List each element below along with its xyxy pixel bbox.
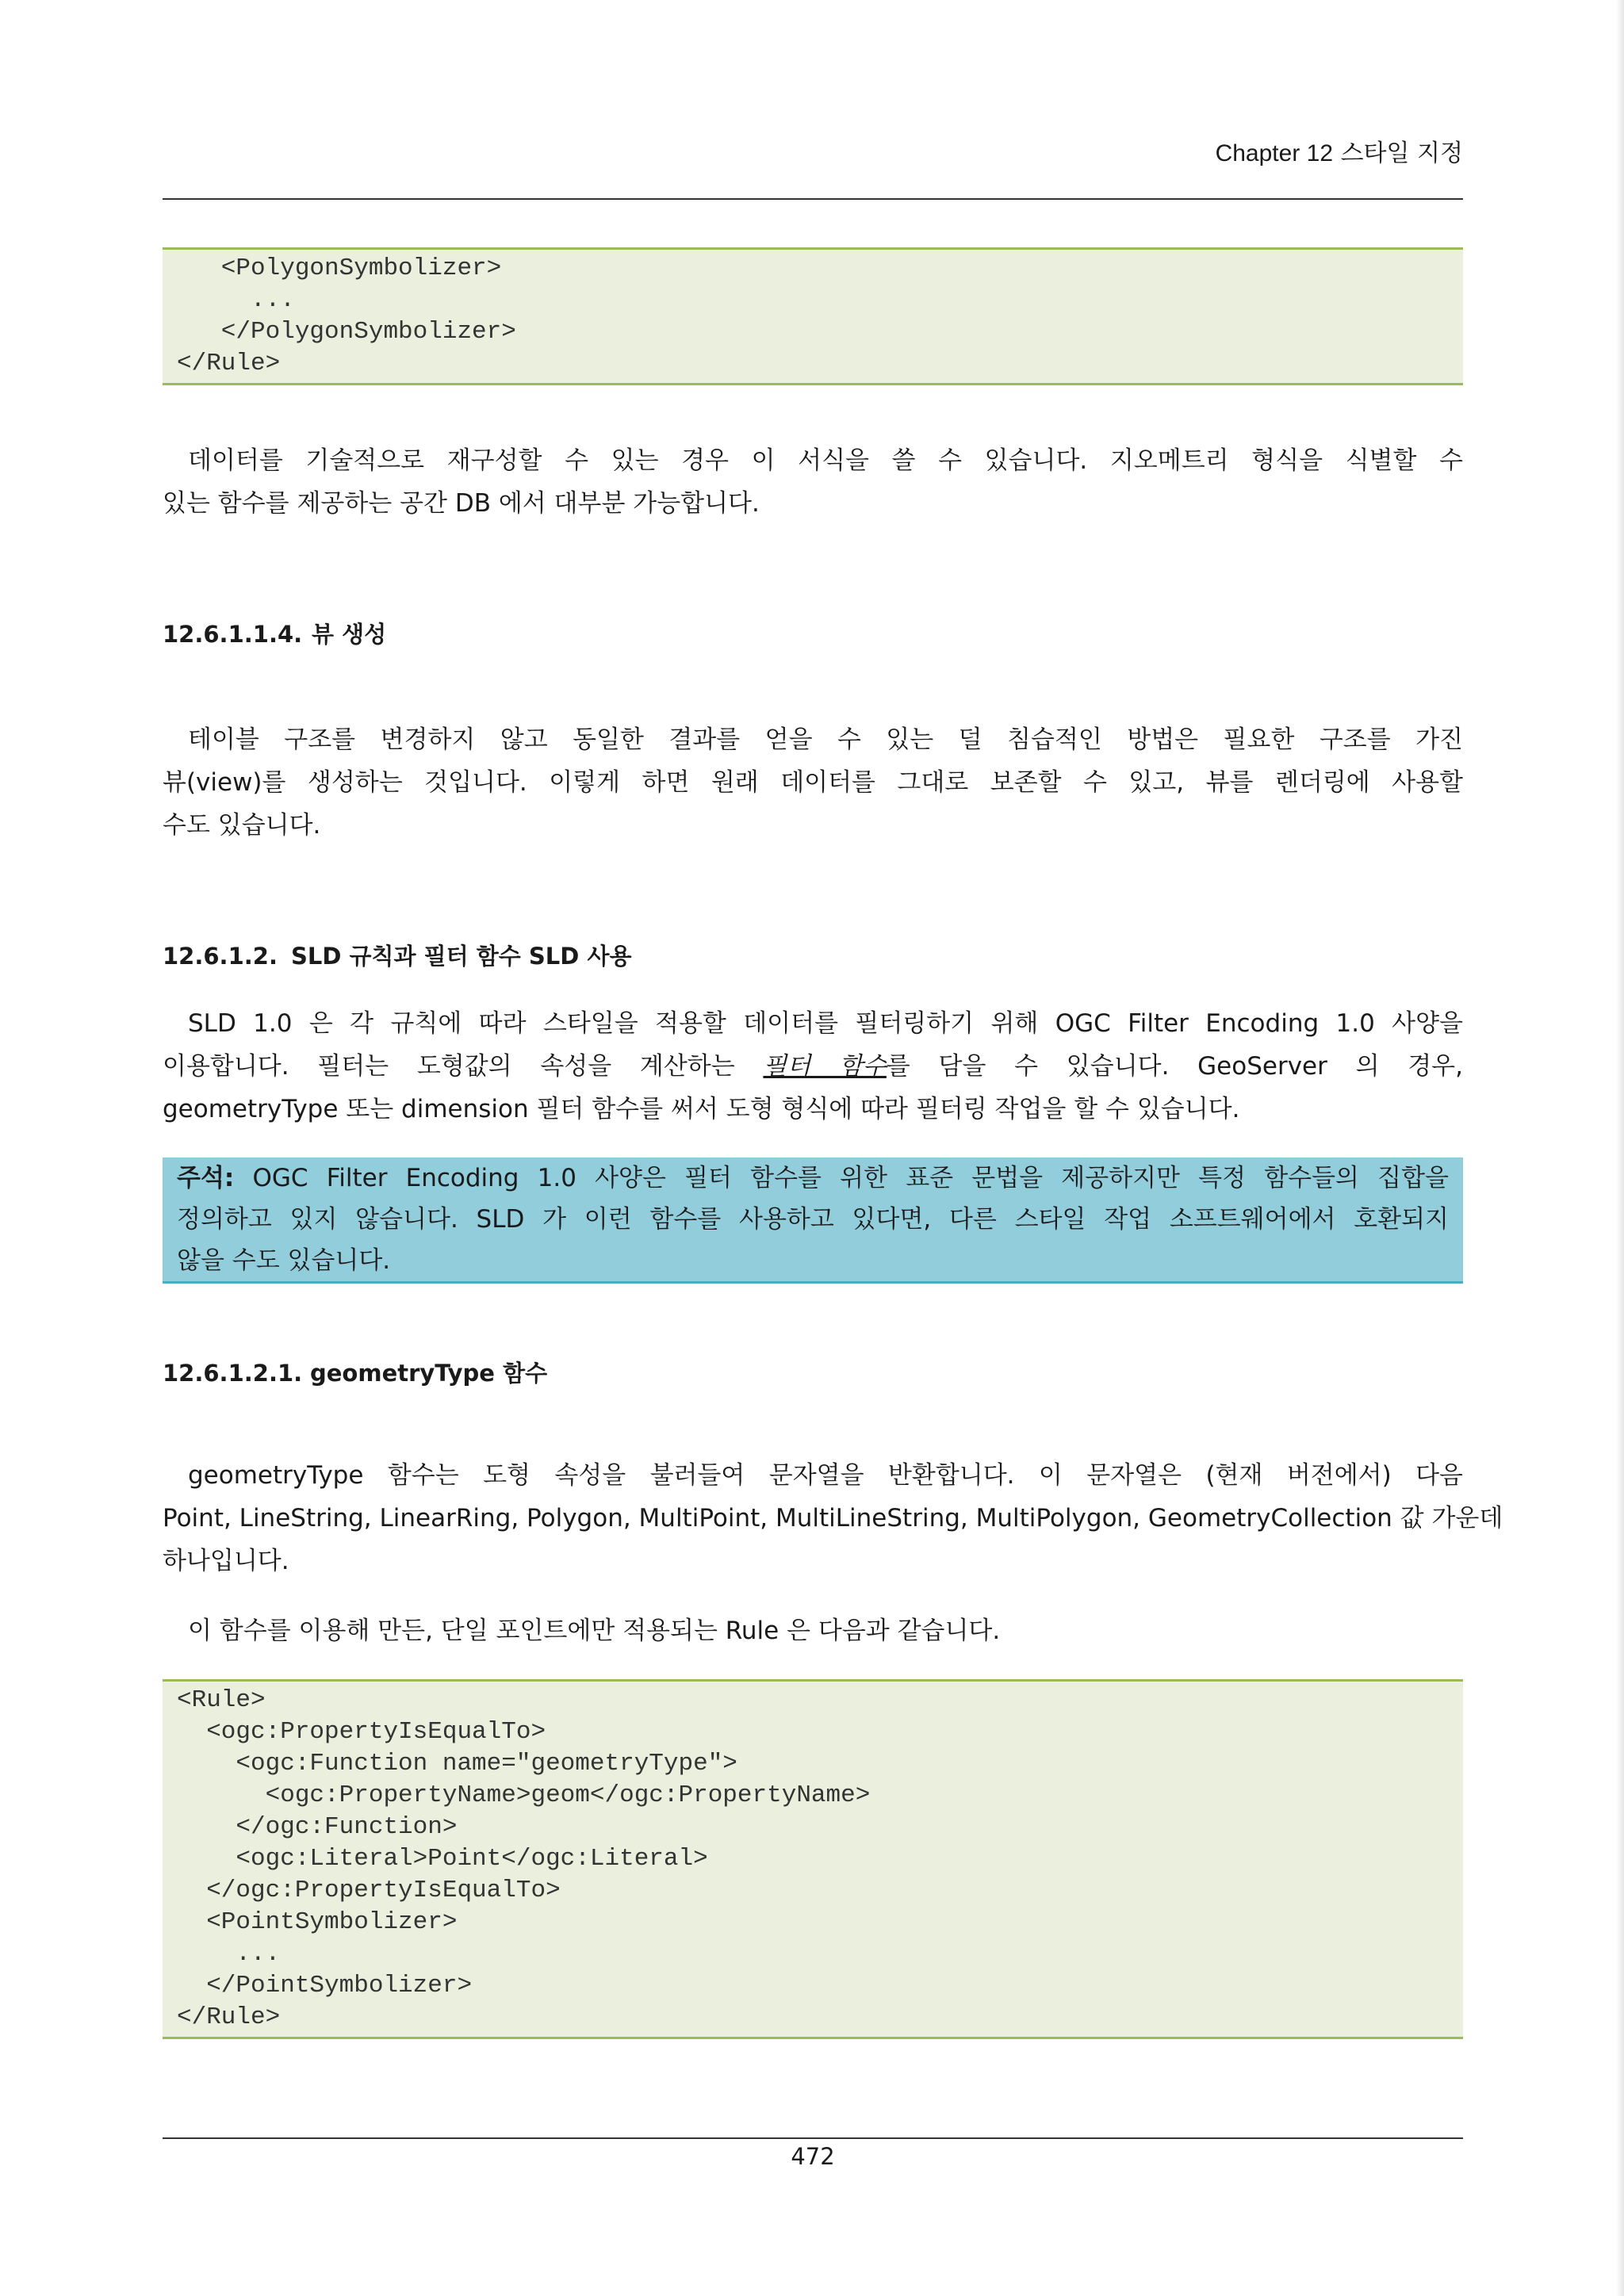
code-block-rule-example xyxy=(163,1679,1463,2039)
running-header xyxy=(1216,133,1463,168)
note-text: OGC Filter Encoding 1.0 사양은 필터 함수를 위한 표준 문법을 제공하지만 특정 함수들의 집합을 xyxy=(234,1164,1449,1192)
code-line: ... xyxy=(177,1940,281,1968)
code-line: ... xyxy=(177,286,295,314)
section-heading-geometrytype xyxy=(163,1356,547,1388)
heading-title: geometryType 함수 xyxy=(310,1360,548,1387)
code-line: <ogc:Function name="geometryType"> xyxy=(177,1750,737,1777)
page-number: 472 xyxy=(791,2143,835,2170)
note-line: 않을 수도 있습니다. xyxy=(177,1246,391,1275)
paragraph-line xyxy=(163,1045,1463,1088)
paragraph-line: geometryType 또는 dimension 필터 함수를 써서 도형 형식에 따라 필터링 작업을 할 수 있습니다. xyxy=(163,1095,1240,1123)
code-line: </Rule> xyxy=(177,350,281,377)
paragraph-text: 이용합니다. 필터는 도형값의 속성을 계산하는 xyxy=(163,1052,764,1081)
paragraph-geometrytype-function xyxy=(163,1454,1503,1582)
code-block-polygon-symbolizer xyxy=(163,247,1463,385)
paragraph-view-creation xyxy=(163,718,1463,847)
code-line: </ogc:PropertyIsEqualTo> xyxy=(177,1877,561,1904)
note-label: 주석: xyxy=(177,1164,235,1192)
chapter-title: 스타일 지정 xyxy=(1340,140,1463,167)
paragraph-line: 뷰(view)를 생성하는 것입니다. 이렇게 하면 원래 데이터를 그대로 보존할 수 있고, 뷰를 렌더링에 사용할 xyxy=(163,768,1463,797)
note-line: 정의하고 있지 않습니다. SLD 가 이런 함수를 사용하고 있다면, 다른 스타일 작업 소프트웨어에서 호환되지 xyxy=(177,1205,1449,1234)
code-line: <ogc:Literal>Point</ogc:Literal> xyxy=(177,1845,708,1873)
paragraph-rule-example-intro xyxy=(163,1609,1463,1652)
paragraph-line: geometryType 함수는 도형 속성을 불러들여 문자열을 반환합니다. 이 문자열은 (현재 버전에서) 다음 xyxy=(188,1461,1463,1490)
paragraph-sld-filter xyxy=(163,1002,1463,1131)
paragraph-line: 테이블 구조를 변경하지 않고 동일한 결과를 얻을 수 있는 덜 침습적인 방법은 필요한 구조를 가진 xyxy=(188,725,1463,754)
heading-number: 12.6.1.1.4. xyxy=(163,621,303,648)
code-line: <ogc:PropertyName>geom</ogc:PropertyName> xyxy=(177,1781,871,1809)
paragraph-line: 수도 있습니다. xyxy=(163,811,321,840)
code-line: <PolygonSymbolizer> xyxy=(177,254,502,282)
paragraph-line: 하나입니다. xyxy=(163,1547,289,1575)
section-heading-sld-rules xyxy=(163,939,631,971)
paragraph-geometry-format xyxy=(163,439,1463,525)
code-line: </PointSymbolizer> xyxy=(177,1972,473,1999)
code-line: <Rule> xyxy=(177,1686,266,1714)
filter-function-emphasis: 필터 함수 xyxy=(763,1052,887,1081)
paragraph-line: SLD 1.0 은 각 규칙에 따라 스타일을 적용할 데이터를 필터링하기 위해 OGC Filter Encoding 1.0 사양을 xyxy=(188,1009,1463,1038)
paragraph-line: Point, LineString, LinearRing, Polygon, MultiPoint, MultiLineString, MultiPolygon, GeometryCollection 값 가운데 xyxy=(163,1504,1503,1533)
code-line: </PolygonSymbolizer> xyxy=(177,318,516,346)
heading-number: 12.6.1.2. xyxy=(163,943,278,970)
heading-title: 뷰 생성 xyxy=(312,621,387,648)
note-box xyxy=(163,1158,1463,1284)
heading-number: 12.6.1.2.1. xyxy=(163,1360,303,1387)
page-edge-shadow xyxy=(1616,0,1624,2296)
chapter-label: Chapter 12 xyxy=(1215,140,1334,166)
code-line: </Rule> xyxy=(177,2003,281,2031)
code-line: </ogc:Function> xyxy=(177,1813,458,1841)
note-line xyxy=(177,1158,1449,1199)
code-line: <ogc:PropertyIsEqualTo> xyxy=(177,1718,546,1746)
paragraph-text: 를 담을 수 있습니다. GeoServer 의 경우, xyxy=(886,1052,1463,1081)
footer-rule xyxy=(163,2137,1463,2139)
paragraph-line: 데이터를 기술적으로 재구성할 수 있는 경우 이 서식을 쓸 수 있습니다. 지오메트리 형식을 식별할 수 xyxy=(188,446,1463,475)
heading-title: SLD 규칙과 필터 함수 SLD 사용 xyxy=(291,943,632,970)
section-heading-view-creation xyxy=(163,617,386,649)
header-rule xyxy=(163,198,1463,200)
paragraph-line: 있는 함수를 제공하는 공간 DB 에서 대부분 가능합니다. xyxy=(163,489,760,518)
code-line: <PointSymbolizer> xyxy=(177,1908,458,1936)
paragraph-line: 이 함수를 이용해 만든, 단일 포인트에만 적용되는 Rule 은 다음과 같습니다. xyxy=(188,1617,1001,1645)
